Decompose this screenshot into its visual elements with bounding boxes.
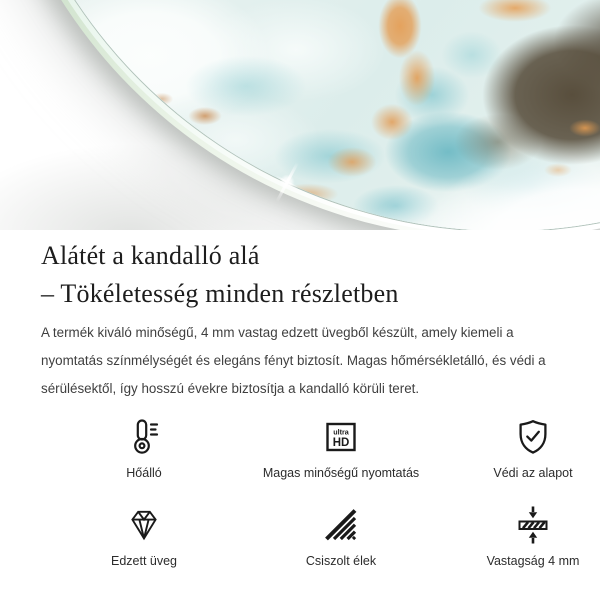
hero-section (0, 0, 600, 230)
feature-label: Csiszolt élek (305, 554, 377, 568)
features-grid (69, 415, 580, 569)
polished-edges-icon (321, 503, 361, 547)
feature-item-thickness (463, 503, 600, 569)
feature-item-polished-edges (219, 503, 463, 569)
title-line-1: Alátét a kandalló alá (41, 241, 260, 270)
ultra-hd-icon (321, 415, 361, 459)
sparkle-glow (280, 175, 295, 190)
feature-item-tempered-glass (69, 503, 219, 569)
feature-label: Vastagság 4 mm (486, 554, 580, 568)
feature-label: Magas minőségű nyomtatás (262, 466, 420, 480)
feature-label: Védi az alapot (493, 466, 573, 480)
feature-item-protects-base (463, 415, 600, 481)
ultra-text: ultra (333, 427, 349, 437)
page-title (41, 237, 559, 313)
hd-text: HD (332, 437, 350, 449)
product-description: A termék kiváló minőségű, 4 mm vastag edzett üvegből készült, amely kiemeli a nyomtatás színmélységét és elegáns fényt biztosít. Magas hőmérsékletálló, és védi a sérülésektől, így hosszú évekre biztosítja a kandalló körüli teret. (41, 325, 546, 396)
feature-label: Edzett üveg (110, 554, 177, 568)
title-line-2: – Tökéletesség minden részletben (41, 279, 399, 308)
feature-label: Hőálló (126, 466, 162, 480)
sparkle-icon (264, 159, 310, 205)
product-content (0, 230, 600, 569)
feature-item-heat-resistant (69, 415, 219, 481)
diamond-icon (124, 503, 164, 547)
feature-item-print-quality (219, 415, 463, 481)
shield-check-icon (513, 415, 553, 459)
thickness-icon (513, 503, 553, 547)
thermometer-icon (124, 415, 164, 459)
